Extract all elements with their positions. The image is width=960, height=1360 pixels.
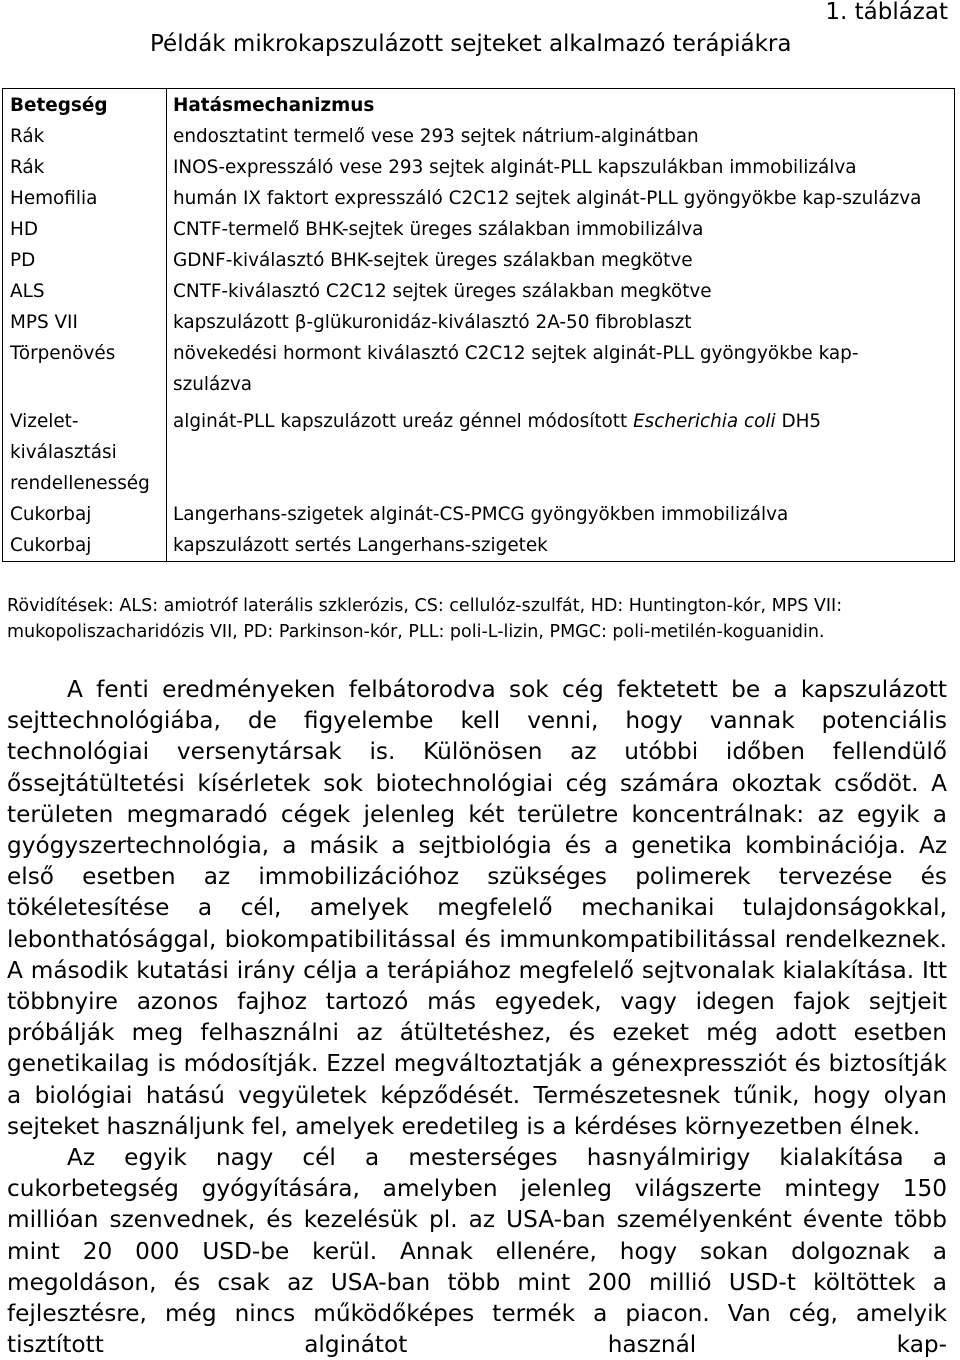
- column-header-disease: Betegség: [3, 89, 167, 122]
- mechanism-cell: endosztatint termelő vese 293 sejtek nátrium-alginátban: [173, 126, 699, 147]
- body-paragraph: A fenti eredményeken felbátorodva sok cég fektetett be a kapszulázott sejttechnológiába, de figyelembe kell venni, hogy vannak potenciális technológiai versenytársak is. Különösen az utóbbi időben fellendülő őssejtátültetési kísérletek sok biotechnológiai cég számára okoztak csődöt. A területen megmaradó cégek jelenleg két területre koncentrálnak: az egyik a gyógyszertechnológia, a másik a sejtbiológia és a genetika kombinációja. Az első esetben az immobilizációhoz szükséges polimerek tervezése és tökéletesítése a cél, amelyek megfelelő mechanikai tulajdonságokkal, lebonthatósággal, biokompatibilitással és immunkompatibilitással rendelkeznek. A második kutatási irány célja a terápiához megfelelő sejtvonalak kialakítása. Itt többnyire azonos fajhoz tartozó más egyedek, vagy idegen fajok sejtjeit próbálják meg felhasználni az átültetéshez, és ezeket még adott esetben genetikailag is módosítják. Ezzel megváltoztatják a génexpressziót és biztosítják a biológiai hatású vegyületek képződését. Természetesnek tűnik, hogy olyan sejteket használjunk fel, amelyek eredetileg is a kérdéses környezetben élnek.: [7, 676, 947, 1140]
- mechanism-cell: GDNF-kiválasztó BHK-sejtek üreges szálakban megkötve: [173, 250, 693, 271]
- mechanism-cell: humán IX faktort expresszáló C2C12 sejtek alginát-PLL gyöngyökbe kap-szulázva: [173, 188, 922, 209]
- disease-cell: PD: [3, 245, 167, 276]
- table-number-label: 1. táblázat: [825, 0, 948, 25]
- table-row: [3, 152, 955, 183]
- table-header-row: [3, 89, 955, 122]
- mechanism-text: alginát-PLL kapszulázott ureáz génnel módosított: [173, 411, 634, 432]
- disease-cell: HD: [3, 214, 167, 245]
- column-header-mechanism: Hatásmechanizmus: [173, 95, 375, 116]
- mechanism-cell: CNTF-kiválasztó C2C12 sejtek üreges szálakban megkötve: [173, 281, 712, 302]
- therapy-table: [2, 88, 955, 562]
- mechanism-cell: Langerhans-szigetek alginát-CS-PMCG gyöngyökben immobilizálva: [173, 504, 789, 525]
- disease-cell: Cukorbaj: [3, 530, 167, 562]
- table-title: Példák mikrokapszulázott sejteket alkalmazó terápiákra: [150, 31, 792, 57]
- table-row: [3, 214, 955, 245]
- mechanism-cell: kapszulázott β-glükuronidáz-kiválasztó 2A-50 fibroblaszt: [173, 312, 692, 333]
- disease-cell: Rák: [3, 121, 167, 152]
- disease-cell: Vizelet-kiválasztási rendellenesség: [3, 400, 167, 499]
- table-row: [3, 245, 955, 276]
- mechanism-cell: kapszulázott sertés Langerhans-szigetek: [173, 535, 548, 556]
- body-text: [7, 674, 947, 1360]
- disease-cell: Hemofilia: [3, 183, 167, 214]
- table-row: [3, 400, 955, 499]
- organism-name: Escherichia coli: [633, 411, 776, 432]
- disease-cell: Törpenövés: [3, 338, 167, 400]
- mechanism-strain: DH5: [775, 411, 822, 432]
- abbreviations-note: Rövidítések: ALS: amiotróf laterális szklerózis, CS: cellulóz-szulfát, HD: Huntington-kór, MPS VII: mukopoliszacharidózis VII, PD: Parkinson-kór, PLL: poli-L-lizin, PMGC: poli-metilén-koguanidin.: [7, 596, 843, 642]
- mechanism-cell: [167, 400, 955, 499]
- table-row: [3, 183, 955, 214]
- mechanism-cell: növekedési hormont kiválasztó C2C12 sejtek alginát-PLL gyöngyökbe kap-szulázva: [173, 343, 859, 395]
- body-paragraph: Az egyik nagy cél a mesterséges hasnyálmirigy kialakítása a cukorbetegség gyógyítására, amelyben jelenleg világszerte mintegy 150 millióan szenvednek, és kezelésük pl. az USA-ban személyenként évente több mint 20 000 USD-be kerül. Annak ellenére, hogy sokan dolgoznak a megoldáson, és csak az USA-ban több mint 200 millió USD-t költöttek a fejlesztésre, még nincs működőképes termék a piacon. Van cég, amelyik tisztított alginátot használ kap-: [7, 1144, 947, 1359]
- disease-cell: Cukorbaj: [3, 499, 167, 530]
- disease-cell: Rák: [3, 152, 167, 183]
- table-row: [3, 338, 955, 400]
- table-row: [3, 499, 955, 530]
- table-row: [3, 121, 955, 152]
- mechanism-cell: INOS-expresszáló vese 293 sejtek alginát-PLL kapszulákban immobilizálva: [173, 157, 857, 178]
- table-row: [3, 276, 955, 307]
- disease-cell: MPS VII: [3, 307, 167, 338]
- table-row: [3, 307, 955, 338]
- table-row: [3, 530, 955, 562]
- disease-cell: ALS: [3, 276, 167, 307]
- mechanism-cell: CNTF-termelő BHK-sejtek üreges szálakban immobilizálva: [173, 219, 704, 240]
